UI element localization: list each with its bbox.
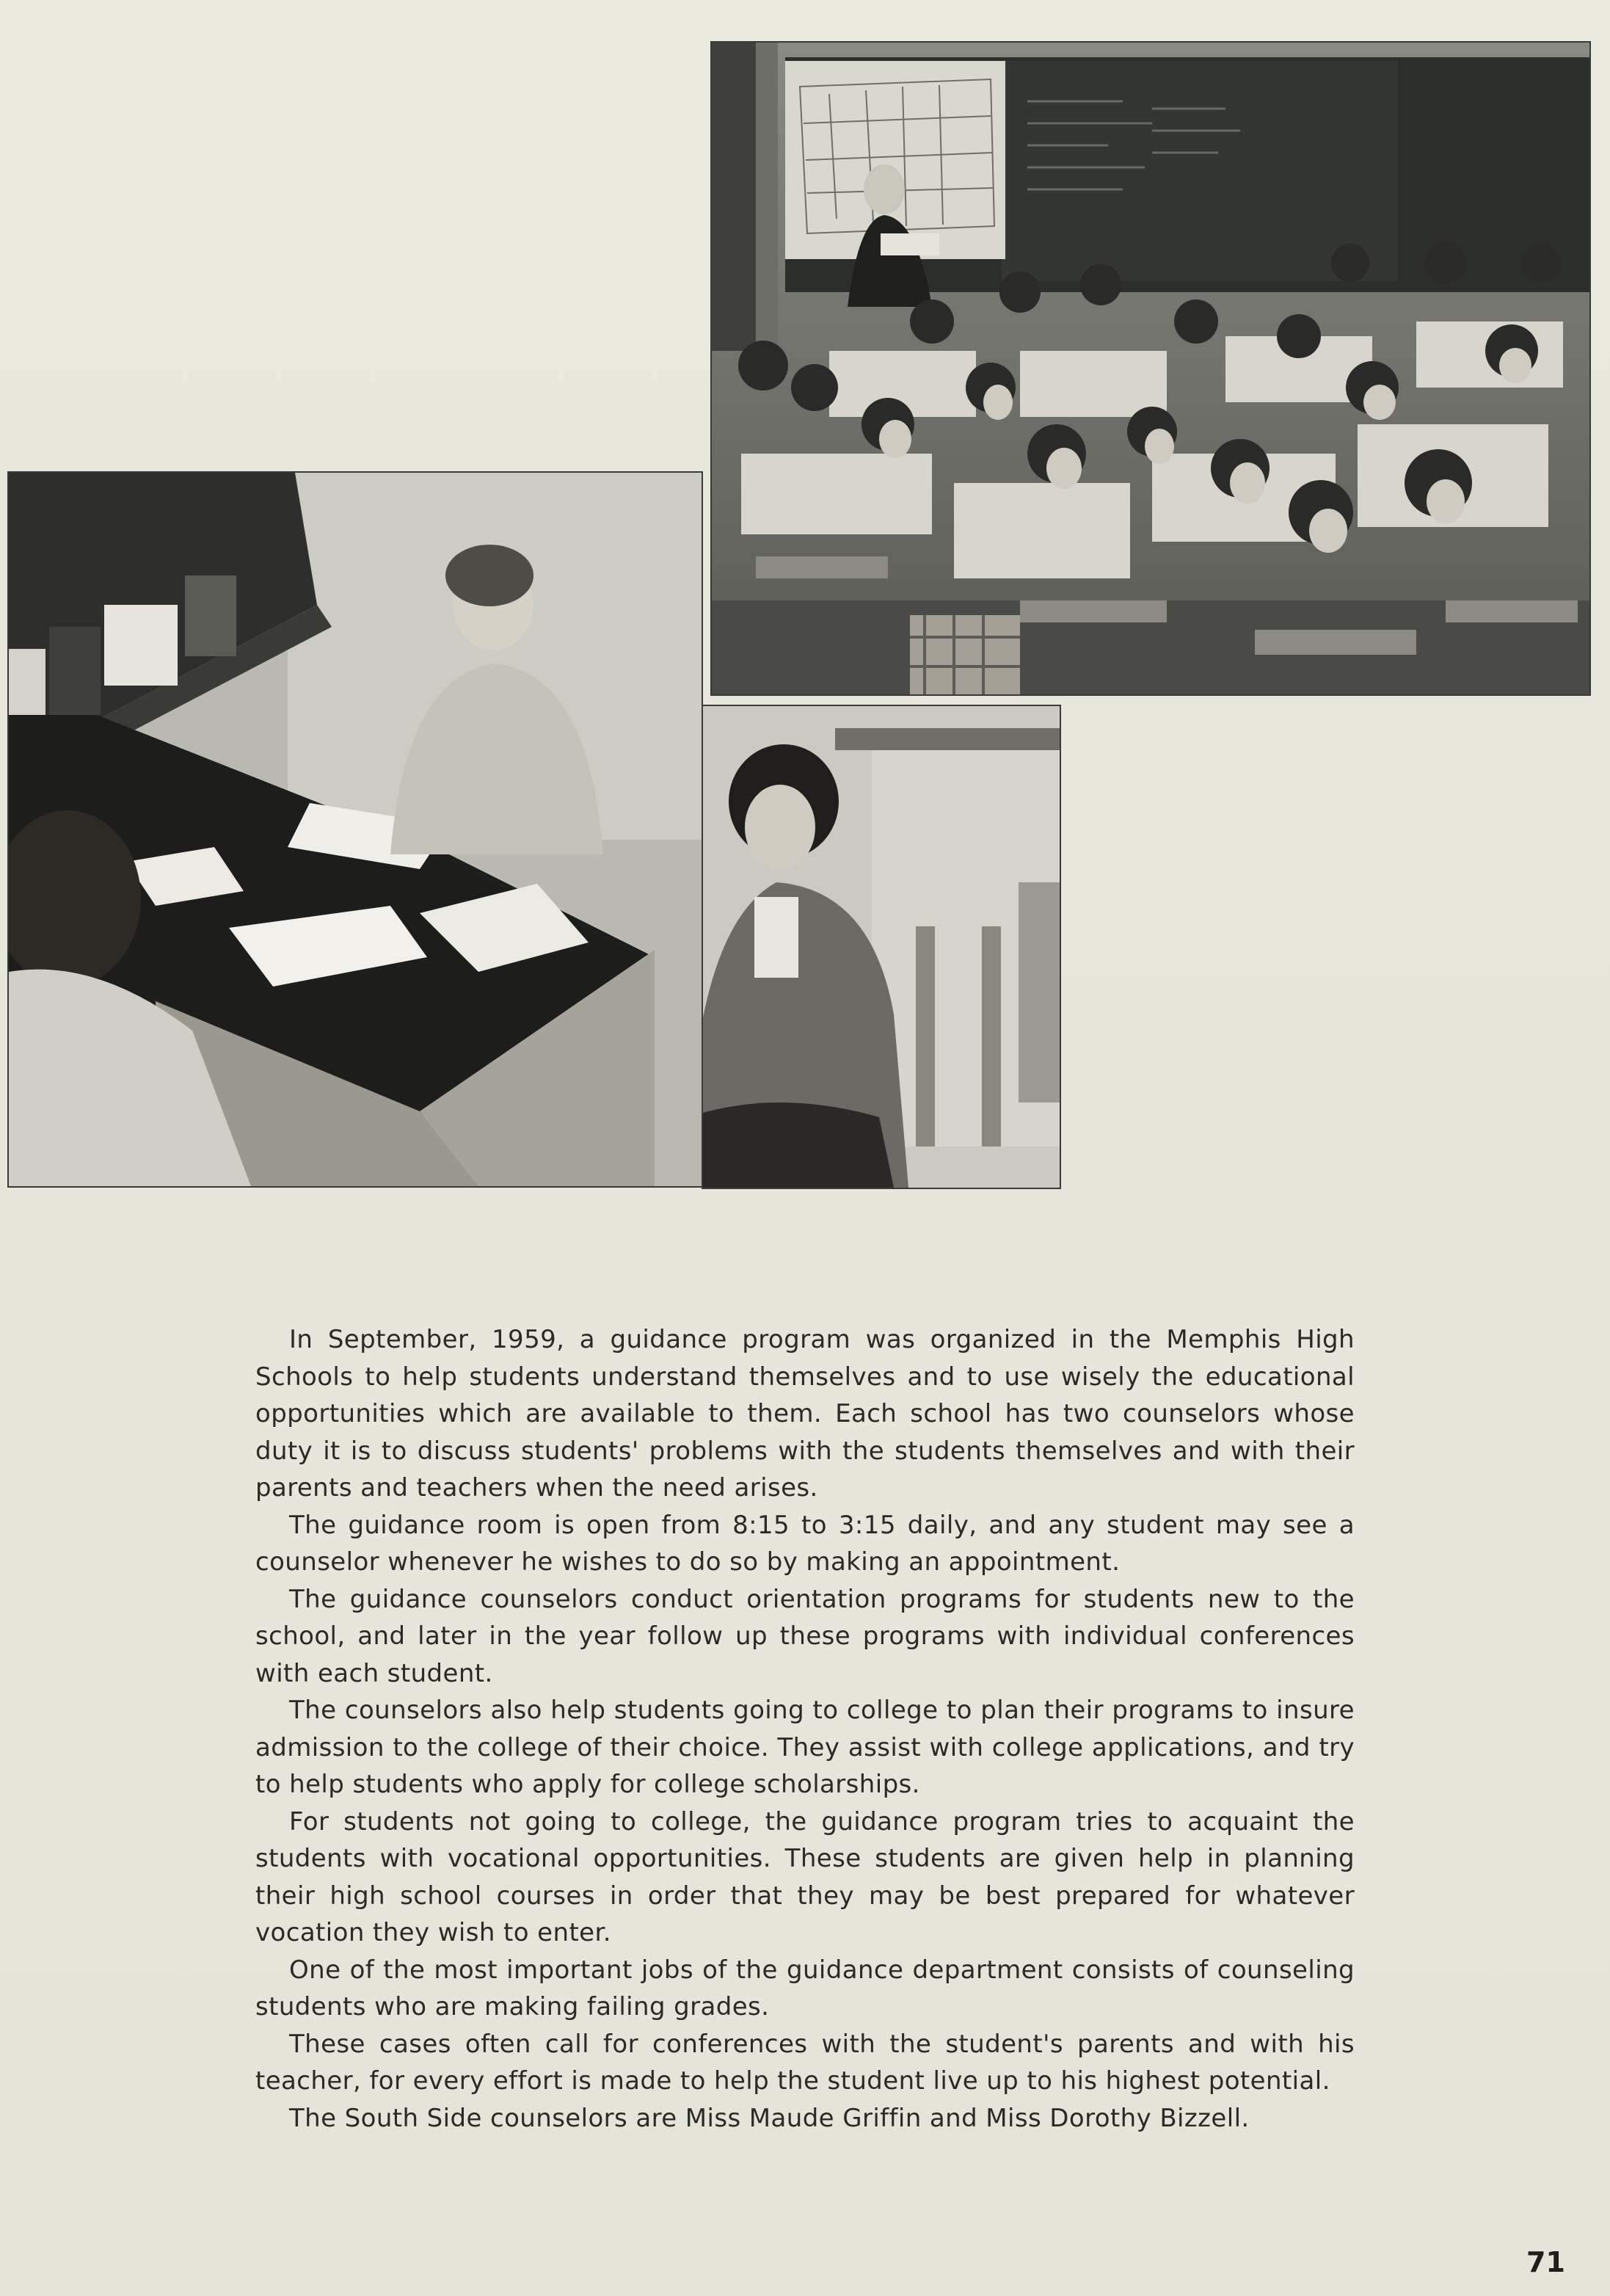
classroom-photo bbox=[710, 41, 1591, 696]
article-paragraph-2: The guidance room is open from 8:15 to 3:15 daily, and any student may see a counselor whenever he wishes to do so by making an appointment. bbox=[255, 1510, 1355, 1577]
article-paragraph-1: In September, 1959, a guidance program was organized in the Memphis High Schools to help students understand themselves and to use wisely the educational opportunities which are available to them. Each school has two counselors whose duty it is to discuss students' problems with the students themselves and with their parents and teachers when the need arises. bbox=[255, 1325, 1355, 1503]
article-paragraph-7: These cases often call for conferences with the student's parents and with his teacher, for every effort is made to help the student live up to his highest potential. bbox=[255, 2029, 1355, 2096]
classroom-photo-image bbox=[712, 43, 1589, 694]
student-desk-photo-image bbox=[703, 706, 1060, 1188]
article-paragraph-4: The counselors also help students going to college to plan their programs to insure admission to the college of their choice. They assist with college applications, and try to help students who apply for college scholarships. bbox=[255, 1696, 1355, 1799]
page-number: 71 bbox=[1526, 2246, 1565, 2278]
counselor-conference-photo bbox=[7, 471, 703, 1188]
student-desk-photo bbox=[702, 705, 1061, 1189]
article-paragraph-5: For students not going to college, the guidance program tries to acquaint the students with vocational opportunities. These students are given help in planning their high school courses in order that they may be best prepared for whatever vocation they wish to enter. bbox=[255, 1806, 1355, 1947]
article-paragraph-3: The guidance counselors conduct orientation programs for students new to the school, and later in the year follow up these programs with individual conferences with each student. bbox=[255, 1584, 1355, 1688]
guidance-article bbox=[255, 1321, 1355, 2137]
article-paragraph-8: The South Side counselors are Miss Maude Griffin and Miss Dorothy Bizzell. bbox=[289, 2103, 1250, 2133]
article-paragraph-6: One of the most important jobs of the guidance department consists of counseling students who are making failing grades. bbox=[255, 1955, 1355, 2021]
counselor-conference-photo-image bbox=[9, 473, 702, 1186]
